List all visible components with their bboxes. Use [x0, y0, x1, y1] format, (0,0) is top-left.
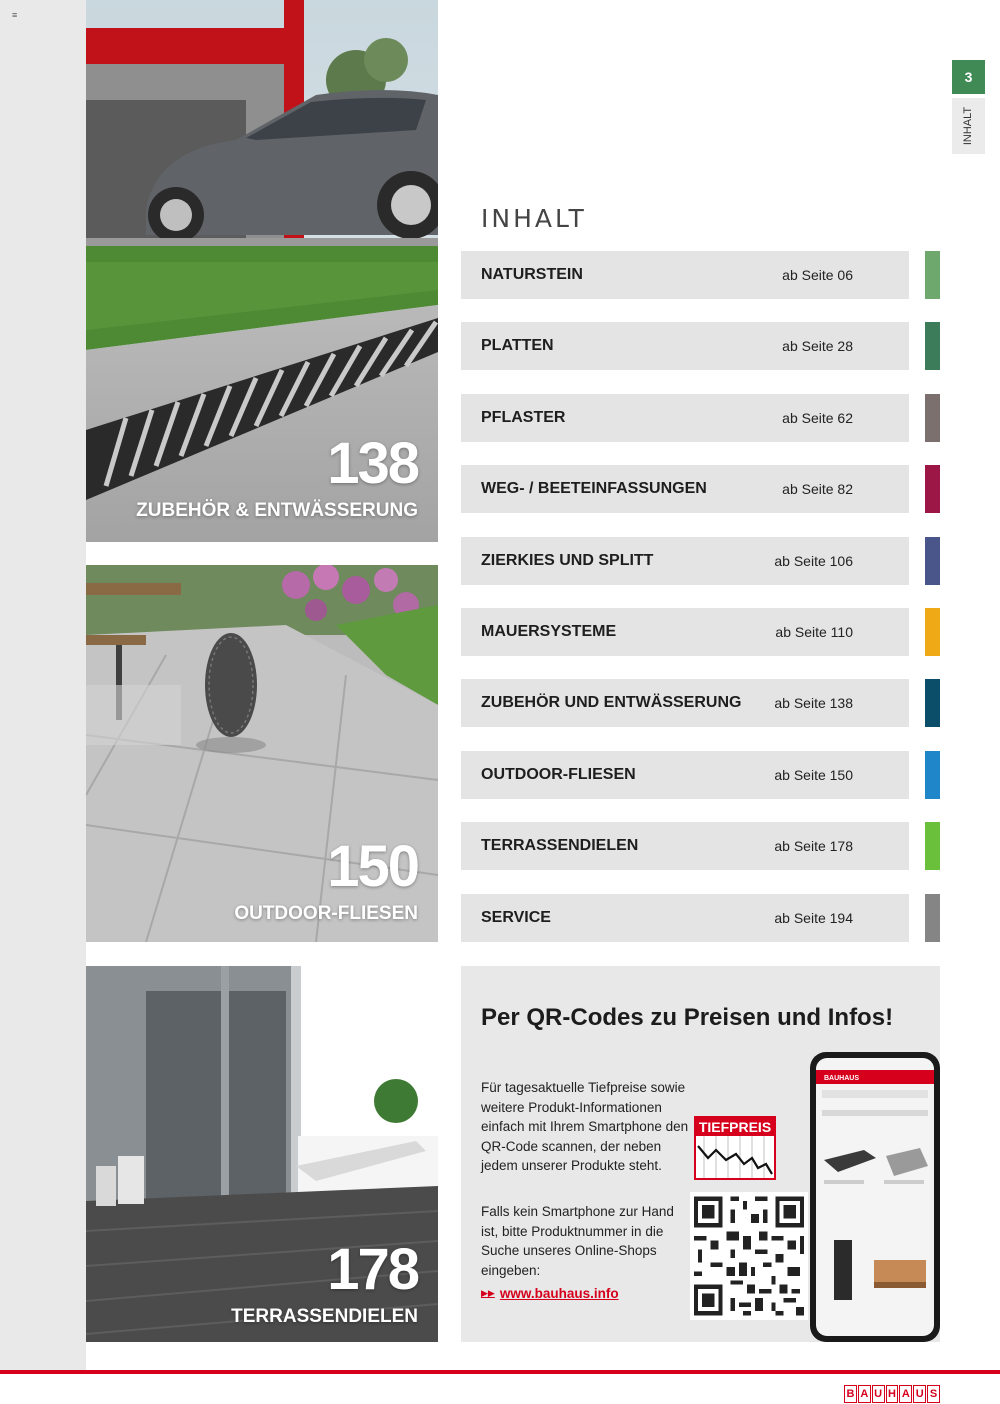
toc-item-page: ab Seite 106 [774, 552, 853, 569]
toc-item-box[interactable] [461, 322, 909, 370]
toc-item[interactable] [461, 608, 941, 656]
photo-page-number: 138 [327, 431, 418, 496]
double-arrow-icon: ▶▶ [481, 1288, 495, 1298]
toc-color-marker [925, 822, 940, 870]
logo-letter: U [913, 1385, 926, 1403]
toc-color-marker [925, 537, 940, 585]
toc-item-box[interactable] [461, 751, 909, 799]
photo-category-label: ZUBEHÖR & ENTWÄSSERUNG [136, 500, 418, 521]
logo-letter: A [899, 1385, 912, 1403]
toc-item-box[interactable] [461, 608, 909, 656]
toc-item-title: OUTDOOR-FLIESEN [481, 765, 636, 783]
logo-letter: S [927, 1385, 940, 1403]
toc-color-marker [925, 394, 940, 442]
smartphone-illustration [804, 1050, 940, 1342]
page-number-tab: 3 [952, 60, 985, 94]
logo-letter: B [844, 1385, 857, 1403]
qr-search-text: Falls kein Smartphone zur Hand ist, bitte Produktnummer in die Suche unseres Online-Shops eingeben: [481, 1204, 674, 1278]
toc-item-title: ZUBEHÖR UND ENTWÄSSERUNG [481, 694, 742, 712]
tiefpreis-badge [694, 1116, 776, 1180]
website-link-text[interactable]: www.bauhaus.info [499, 1286, 619, 1301]
toc-item[interactable] [461, 894, 941, 942]
photo-decking [86, 966, 438, 1342]
logo-letter: U [872, 1385, 885, 1403]
toc-item-page: ab Seite 194 [774, 909, 853, 926]
toc-item-title: NATURSTEIN [481, 266, 583, 283]
photo-outdoor-tiles [86, 565, 438, 942]
toc-item-page: ab Seite 178 [774, 838, 853, 855]
toc-item-box[interactable] [461, 251, 909, 299]
qr-info-panel [461, 966, 940, 1342]
photo-drainage [86, 0, 438, 542]
left-margin-strip [0, 0, 86, 1370]
toc-item-box[interactable] [461, 465, 909, 513]
toc-item-title: PFLASTER [481, 408, 566, 426]
toc-item-page: ab Seite 06 [782, 267, 853, 283]
website-link[interactable] [481, 1286, 619, 1301]
toc-item-page: ab Seite 110 [775, 623, 853, 640]
menu-icon: ≡ [12, 10, 18, 20]
qr-code-image [690, 1192, 808, 1320]
toc-color-marker [925, 894, 940, 942]
page-section-tab [952, 98, 985, 154]
toc-item[interactable] [461, 251, 941, 299]
toc-color-marker [925, 679, 940, 727]
toc-heading: INHALT [481, 204, 587, 233]
toc-item-title: ZIERKIES UND SPLITT [481, 551, 654, 569]
toc-item[interactable] [461, 394, 941, 442]
toc-item-box[interactable] [461, 537, 909, 585]
smartphone-image [804, 1050, 940, 1342]
toc-color-marker [925, 251, 940, 299]
photo-page-number: 178 [327, 1237, 418, 1302]
qr-headline: Per QR-Codes zu Preisen und Infos! [481, 1004, 894, 1031]
toc-item-title: MAUERSYSTEME [481, 622, 617, 640]
toc-item-page: ab Seite 62 [782, 409, 853, 426]
toc-item[interactable] [461, 322, 941, 370]
toc-item[interactable] [461, 751, 941, 799]
tiefpreis-badge-label: TIEFPREIS [696, 1118, 774, 1136]
toc-item[interactable] [461, 679, 941, 727]
logo-letter: A [858, 1385, 871, 1403]
toc-item-box[interactable] [461, 894, 909, 942]
toc-item[interactable] [461, 822, 941, 870]
toc-item[interactable] [461, 465, 941, 513]
toc-item-title: WEG- / BEETEINFASSUNGEN [481, 480, 707, 498]
toc-item-box[interactable] [461, 822, 909, 870]
photo-category-label: OUTDOOR-FLIESEN [234, 903, 418, 924]
qr-intro-text: Für tagesaktuelle Tiefpreise sowie weitere Produkt-Informationen einfach mit Ihrem Smartphone den QR-Code scannen, der neben jedem unserer Produkte steht. [481, 1080, 689, 1173]
toc-color-marker [925, 322, 940, 370]
toc-item-title: PLATTEN [481, 337, 554, 355]
toc-color-marker [925, 465, 940, 513]
logo-letter: H [886, 1385, 899, 1403]
bauhaus-logo [844, 1385, 940, 1403]
page-section-label: INHALT [962, 106, 975, 146]
toc-item-page: ab Seite 138 [774, 695, 853, 712]
qr-code-icon [690, 1192, 808, 1320]
toc-item-page: ab Seite 28 [782, 338, 853, 355]
price-drop-chart-icon [696, 1136, 774, 1178]
toc-item[interactable] [461, 537, 941, 585]
photo-category-label: TERRASSENDIELEN [231, 1306, 418, 1327]
toc-item-title: SERVICE [481, 908, 551, 926]
toc-color-marker [925, 608, 940, 656]
toc-item-box[interactable] [461, 394, 909, 442]
toc-item-page: ab Seite 82 [782, 481, 853, 498]
toc-list [461, 251, 941, 965]
photo-page-number: 150 [327, 834, 418, 899]
toc-item-title: TERRASSENDIELEN [481, 837, 639, 855]
toc-item-box[interactable] [461, 679, 909, 727]
footer-rule [0, 1370, 1000, 1374]
phone-brand-label: BAUHAUS [824, 1075, 859, 1082]
toc-item-page: ab Seite 150 [774, 766, 853, 783]
toc-color-marker [925, 751, 940, 799]
